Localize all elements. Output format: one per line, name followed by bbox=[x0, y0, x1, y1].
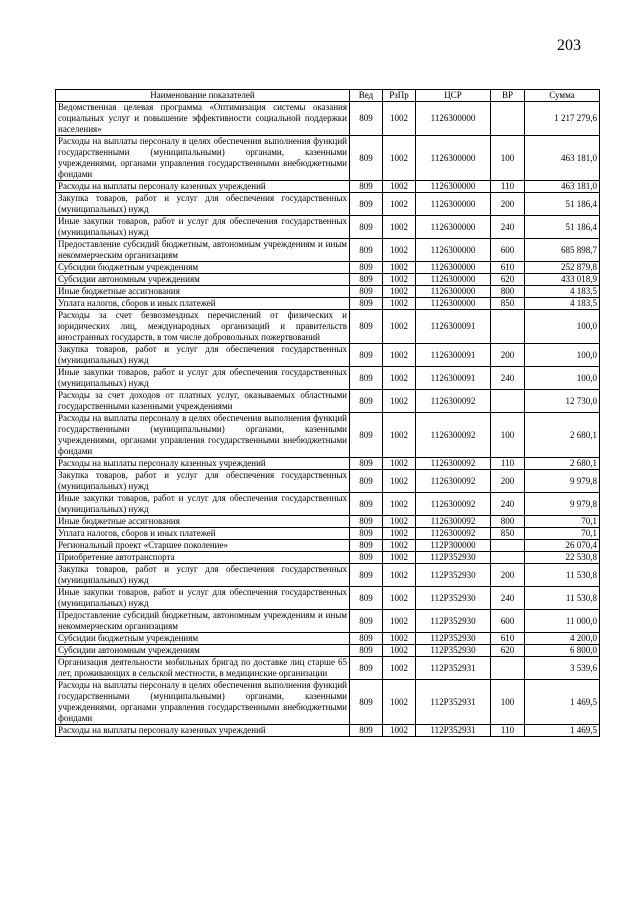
row-ved: 809 bbox=[350, 470, 383, 493]
row-rzpr: 1002 bbox=[383, 528, 416, 540]
row-ved: 809 bbox=[350, 102, 383, 136]
row-sum: 11 530,8 bbox=[525, 564, 600, 587]
row-sum: 252 879,8 bbox=[525, 262, 600, 274]
row-sum: 100,0 bbox=[525, 367, 600, 390]
row-rzpr: 1002 bbox=[383, 310, 416, 344]
row-csr: 112P352930 bbox=[416, 610, 491, 633]
table-row bbox=[56, 413, 600, 458]
row-name: Закупка товаров, работ и услуг для обеспечения государственных (муниципальных) нужд bbox=[56, 193, 350, 216]
row-csr: 112P352930 bbox=[416, 552, 491, 564]
table-row bbox=[56, 310, 600, 344]
row-rzpr: 1002 bbox=[383, 540, 416, 552]
table-row bbox=[56, 344, 600, 367]
row-name: Расходы на выплаты персоналу в целях обеспечения выполнения функций государственными (муниципальными) органами, казенными учреждениями, органами управления государственными внебюджетными фондами bbox=[56, 680, 350, 725]
row-ved: 809 bbox=[350, 493, 383, 516]
row-sum: 12 730,0 bbox=[525, 390, 600, 413]
row-vr bbox=[491, 102, 525, 136]
row-csr: 1126300091 bbox=[416, 310, 491, 344]
row-csr: 1126300000 bbox=[416, 181, 491, 193]
table-row bbox=[56, 528, 600, 540]
row-vr: 110 bbox=[491, 725, 525, 737]
row-ved: 809 bbox=[350, 367, 383, 390]
table-row bbox=[56, 193, 600, 216]
row-vr: 240 bbox=[491, 587, 525, 610]
row-vr: 240 bbox=[491, 493, 525, 516]
row-rzpr: 1002 bbox=[383, 516, 416, 528]
row-csr: 1126300000 bbox=[416, 274, 491, 286]
row-rzpr: 1002 bbox=[383, 633, 416, 645]
row-rzpr: 1002 bbox=[383, 286, 416, 298]
row-ved: 809 bbox=[350, 458, 383, 470]
row-csr: 1126300000 bbox=[416, 216, 491, 239]
row-rzpr: 1002 bbox=[383, 610, 416, 633]
table-row bbox=[56, 552, 600, 564]
row-ved: 809 bbox=[350, 587, 383, 610]
row-name: Закупка товаров, работ и услуг для обеспечения государственных (муниципальных) нужд bbox=[56, 564, 350, 587]
row-name: Субсидии бюджетным учреждениям bbox=[56, 633, 350, 645]
row-rzpr: 1002 bbox=[383, 552, 416, 564]
row-csr: 1126300000 bbox=[416, 262, 491, 274]
row-name: Расходы на выплаты персоналу в целях обеспечения выполнения функций государственными (муниципальными) органами, казенными учреждениями, органами управления государственными внебюджетными фондами bbox=[56, 413, 350, 458]
table-row bbox=[56, 633, 600, 645]
row-name: Организация деятельности мобильных бригад по доставке лиц старше 65 лет, проживающих в сельской местности, в медицинские организации bbox=[56, 657, 350, 680]
header-sum: Сумма bbox=[525, 90, 600, 102]
row-csr: 1126300000 bbox=[416, 102, 491, 136]
row-rzpr: 1002 bbox=[383, 493, 416, 516]
table-row bbox=[56, 181, 600, 193]
row-ved: 809 bbox=[350, 680, 383, 725]
row-csr: 1126300092 bbox=[416, 470, 491, 493]
row-ved: 809 bbox=[350, 645, 383, 657]
row-sum: 1 469,5 bbox=[525, 725, 600, 737]
row-vr: 800 bbox=[491, 286, 525, 298]
table-row bbox=[56, 516, 600, 528]
row-rzpr: 1002 bbox=[383, 102, 416, 136]
table-row bbox=[56, 136, 600, 181]
row-sum: 2 680,1 bbox=[525, 413, 600, 458]
row-name: Приобретение автотранспорта bbox=[56, 552, 350, 564]
table-row bbox=[56, 102, 600, 136]
row-name: Иные бюджетные ассигнования bbox=[56, 516, 350, 528]
row-rzpr: 1002 bbox=[383, 725, 416, 737]
header-rzpr: РзПр bbox=[383, 90, 416, 102]
table-row bbox=[56, 274, 600, 286]
row-name: Закупка товаров, работ и услуг для обеспечения государственных (муниципальных) нужд bbox=[56, 470, 350, 493]
row-csr: 1126300000 bbox=[416, 286, 491, 298]
row-ved: 809 bbox=[350, 610, 383, 633]
row-csr: 1126300092 bbox=[416, 390, 491, 413]
row-ved: 809 bbox=[350, 274, 383, 286]
row-ved: 809 bbox=[350, 286, 383, 298]
row-sum: 70,1 bbox=[525, 516, 600, 528]
row-sum: 70,1 bbox=[525, 528, 600, 540]
row-sum: 685 898,7 bbox=[525, 239, 600, 262]
header-name: Наименование показателей bbox=[56, 90, 350, 102]
row-sum: 463 181,0 bbox=[525, 181, 600, 193]
row-rzpr: 1002 bbox=[383, 136, 416, 181]
row-name: Предоставление субсидий бюджетным, автономным учреждениям и иным некоммерческим организациям bbox=[56, 610, 350, 633]
table-row bbox=[56, 216, 600, 239]
row-sum: 433 018,9 bbox=[525, 274, 600, 286]
row-name: Ведомственная целевая программа «Оптимизация системы оказания социальных услуг и повышение эффективности социальной поддержки населения» bbox=[56, 102, 350, 136]
table-row bbox=[56, 725, 600, 737]
row-vr bbox=[491, 540, 525, 552]
row-ved: 809 bbox=[350, 552, 383, 564]
table-row bbox=[56, 587, 600, 610]
row-csr: 1126300091 bbox=[416, 344, 491, 367]
table-row bbox=[56, 610, 600, 633]
row-vr: 240 bbox=[491, 367, 525, 390]
header-ved: Вед bbox=[350, 90, 383, 102]
row-name: Иные закупки товаров, работ и услуг для обеспечения государственных (муниципальных) нужд bbox=[56, 493, 350, 516]
row-csr: 1126300000 bbox=[416, 136, 491, 181]
row-rzpr: 1002 bbox=[383, 367, 416, 390]
row-rzpr: 1002 bbox=[383, 657, 416, 680]
row-csr: 112P352930 bbox=[416, 587, 491, 610]
row-vr: 850 bbox=[491, 528, 525, 540]
row-name: Закупка товаров, работ и услуг для обеспечения государственных (муниципальных) нужд bbox=[56, 344, 350, 367]
row-csr: 112P352930 bbox=[416, 645, 491, 657]
row-csr: 1126300092 bbox=[416, 458, 491, 470]
row-vr: 100 bbox=[491, 136, 525, 181]
row-csr: 1126300092 bbox=[416, 413, 491, 458]
row-ved: 809 bbox=[350, 725, 383, 737]
row-name: Иные закупки товаров, работ и услуг для обеспечения государственных (муниципальных) нужд bbox=[56, 587, 350, 610]
row-name: Расходы на выплаты персоналу в целях обеспечения выполнения функций государственными (муниципальными) органами, казенными учреждениями, органами управления государственными внебюджетными фондами bbox=[56, 136, 350, 181]
row-ved: 809 bbox=[350, 528, 383, 540]
row-vr bbox=[491, 390, 525, 413]
table-row bbox=[56, 645, 600, 657]
row-rzpr: 1002 bbox=[383, 587, 416, 610]
row-vr: 110 bbox=[491, 181, 525, 193]
row-sum: 1 217 279,6 bbox=[525, 102, 600, 136]
row-name: Уплата налогов, сборов и иных платежей bbox=[56, 298, 350, 310]
row-vr: 620 bbox=[491, 645, 525, 657]
row-name: Субсидии автономным учреждениям bbox=[56, 645, 350, 657]
row-csr: 112P352931 bbox=[416, 680, 491, 725]
row-csr: 112P352931 bbox=[416, 725, 491, 737]
table-row bbox=[56, 286, 600, 298]
row-rzpr: 1002 bbox=[383, 413, 416, 458]
row-sum: 4 183,5 bbox=[525, 286, 600, 298]
header-vr: ВР bbox=[491, 90, 525, 102]
row-csr: 112P300000 bbox=[416, 540, 491, 552]
table-row bbox=[56, 540, 600, 552]
row-ved: 809 bbox=[350, 262, 383, 274]
row-rzpr: 1002 bbox=[383, 274, 416, 286]
row-sum: 11 530,8 bbox=[525, 587, 600, 610]
row-name: Региональный проект «Старшее поколение» bbox=[56, 540, 350, 552]
row-vr: 800 bbox=[491, 516, 525, 528]
row-ved: 809 bbox=[350, 540, 383, 552]
table-row bbox=[56, 493, 600, 516]
row-vr: 200 bbox=[491, 344, 525, 367]
row-ved: 809 bbox=[350, 216, 383, 239]
row-ved: 809 bbox=[350, 413, 383, 458]
row-vr: 110 bbox=[491, 458, 525, 470]
row-ved: 809 bbox=[350, 298, 383, 310]
table-header-row bbox=[56, 90, 600, 102]
row-sum: 51 186,4 bbox=[525, 216, 600, 239]
row-sum: 1 469,5 bbox=[525, 680, 600, 725]
row-name: Уплата налогов, сборов и иных платежей bbox=[56, 528, 350, 540]
row-name: Расходы на выплаты персоналу казенных учреждений bbox=[56, 181, 350, 193]
row-vr: 240 bbox=[491, 216, 525, 239]
row-sum: 6 800,0 bbox=[525, 645, 600, 657]
row-vr: 610 bbox=[491, 633, 525, 645]
header-csr: ЦСР bbox=[416, 90, 491, 102]
row-sum: 100,0 bbox=[525, 310, 600, 344]
table-row bbox=[56, 458, 600, 470]
row-sum: 22 530,8 bbox=[525, 552, 600, 564]
row-ved: 809 bbox=[350, 516, 383, 528]
row-name: Предоставление субсидий бюджетным, автономным учреждениям и иным некоммерческим организациям bbox=[56, 239, 350, 262]
row-sum: 463 181,0 bbox=[525, 136, 600, 181]
row-rzpr: 1002 bbox=[383, 181, 416, 193]
row-name: Субсидии автономным учреждениям bbox=[56, 274, 350, 286]
row-ved: 809 bbox=[350, 344, 383, 367]
row-csr: 1126300092 bbox=[416, 528, 491, 540]
row-sum: 11 000,0 bbox=[525, 610, 600, 633]
row-vr bbox=[491, 657, 525, 680]
row-vr: 600 bbox=[491, 610, 525, 633]
row-sum: 2 680,1 bbox=[525, 458, 600, 470]
row-csr: 1126300000 bbox=[416, 239, 491, 262]
table-row bbox=[56, 298, 600, 310]
table-body bbox=[56, 102, 600, 737]
table-row bbox=[56, 680, 600, 725]
row-sum: 26 070,4 bbox=[525, 540, 600, 552]
row-name: Расходы на выплаты персоналу казенных учреждений bbox=[56, 458, 350, 470]
table-row bbox=[56, 657, 600, 680]
row-vr: 100 bbox=[491, 413, 525, 458]
row-rzpr: 1002 bbox=[383, 470, 416, 493]
row-ved: 809 bbox=[350, 310, 383, 344]
row-csr: 112P352931 bbox=[416, 657, 491, 680]
row-sum: 4 183,5 bbox=[525, 298, 600, 310]
row-vr bbox=[491, 552, 525, 564]
row-sum: 3 539,6 bbox=[525, 657, 600, 680]
row-csr: 1126300092 bbox=[416, 493, 491, 516]
row-sum: 4 200,0 bbox=[525, 633, 600, 645]
page-number: 203 bbox=[557, 37, 581, 54]
row-rzpr: 1002 bbox=[383, 216, 416, 239]
row-sum: 51 186,4 bbox=[525, 193, 600, 216]
row-name: Расходы за счет доходов от платных услуг, оказываемых областными государственными казенными учреждениями bbox=[56, 390, 350, 413]
table-row bbox=[56, 367, 600, 390]
row-vr: 850 bbox=[491, 298, 525, 310]
row-csr: 1126300000 bbox=[416, 298, 491, 310]
row-vr: 610 bbox=[491, 262, 525, 274]
row-rzpr: 1002 bbox=[383, 298, 416, 310]
row-csr: 1126300091 bbox=[416, 367, 491, 390]
row-ved: 809 bbox=[350, 564, 383, 587]
table-row bbox=[56, 390, 600, 413]
row-csr: 1126300092 bbox=[416, 516, 491, 528]
row-name: Расходы на выплаты персоналу казенных учреждений bbox=[56, 725, 350, 737]
row-sum: 9 979,8 bbox=[525, 493, 600, 516]
row-ved: 809 bbox=[350, 657, 383, 680]
row-rzpr: 1002 bbox=[383, 645, 416, 657]
row-vr: 200 bbox=[491, 564, 525, 587]
budget-table bbox=[55, 89, 600, 737]
row-ved: 809 bbox=[350, 136, 383, 181]
row-csr: 112P352930 bbox=[416, 633, 491, 645]
row-name: Иные закупки товаров, работ и услуг для обеспечения государственных (муниципальных) нужд bbox=[56, 367, 350, 390]
row-rzpr: 1002 bbox=[383, 239, 416, 262]
row-vr bbox=[491, 310, 525, 344]
row-rzpr: 1002 bbox=[383, 458, 416, 470]
table-row bbox=[56, 262, 600, 274]
row-ved: 809 bbox=[350, 193, 383, 216]
row-vr: 620 bbox=[491, 274, 525, 286]
row-vr: 600 bbox=[491, 239, 525, 262]
table-row bbox=[56, 564, 600, 587]
row-name: Расходы за счет безвозмездных перечислений от физических и юридических лиц, международных организаций и правительств иностранных государств, в том числе добровольных пожертвований bbox=[56, 310, 350, 344]
row-ved: 809 bbox=[350, 633, 383, 645]
row-sum: 100,0 bbox=[525, 344, 600, 367]
table-row bbox=[56, 239, 600, 262]
row-rzpr: 1002 bbox=[383, 262, 416, 274]
row-rzpr: 1002 bbox=[383, 680, 416, 725]
row-vr: 200 bbox=[491, 470, 525, 493]
row-csr: 1126300000 bbox=[416, 193, 491, 216]
row-rzpr: 1002 bbox=[383, 193, 416, 216]
table-row bbox=[56, 470, 600, 493]
row-ved: 809 bbox=[350, 181, 383, 193]
row-ved: 809 bbox=[350, 239, 383, 262]
row-rzpr: 1002 bbox=[383, 390, 416, 413]
row-sum: 9 979,8 bbox=[525, 470, 600, 493]
row-ved: 809 bbox=[350, 390, 383, 413]
row-vr: 200 bbox=[491, 193, 525, 216]
row-rzpr: 1002 bbox=[383, 564, 416, 587]
row-csr: 112P352930 bbox=[416, 564, 491, 587]
row-name: Субсидии бюджетным учреждениям bbox=[56, 262, 350, 274]
row-name: Иные закупки товаров, работ и услуг для обеспечения государственных (муниципальных) нужд bbox=[56, 216, 350, 239]
row-rzpr: 1002 bbox=[383, 344, 416, 367]
row-name: Иные бюджетные ассигнования bbox=[56, 286, 350, 298]
row-vr: 100 bbox=[491, 680, 525, 725]
